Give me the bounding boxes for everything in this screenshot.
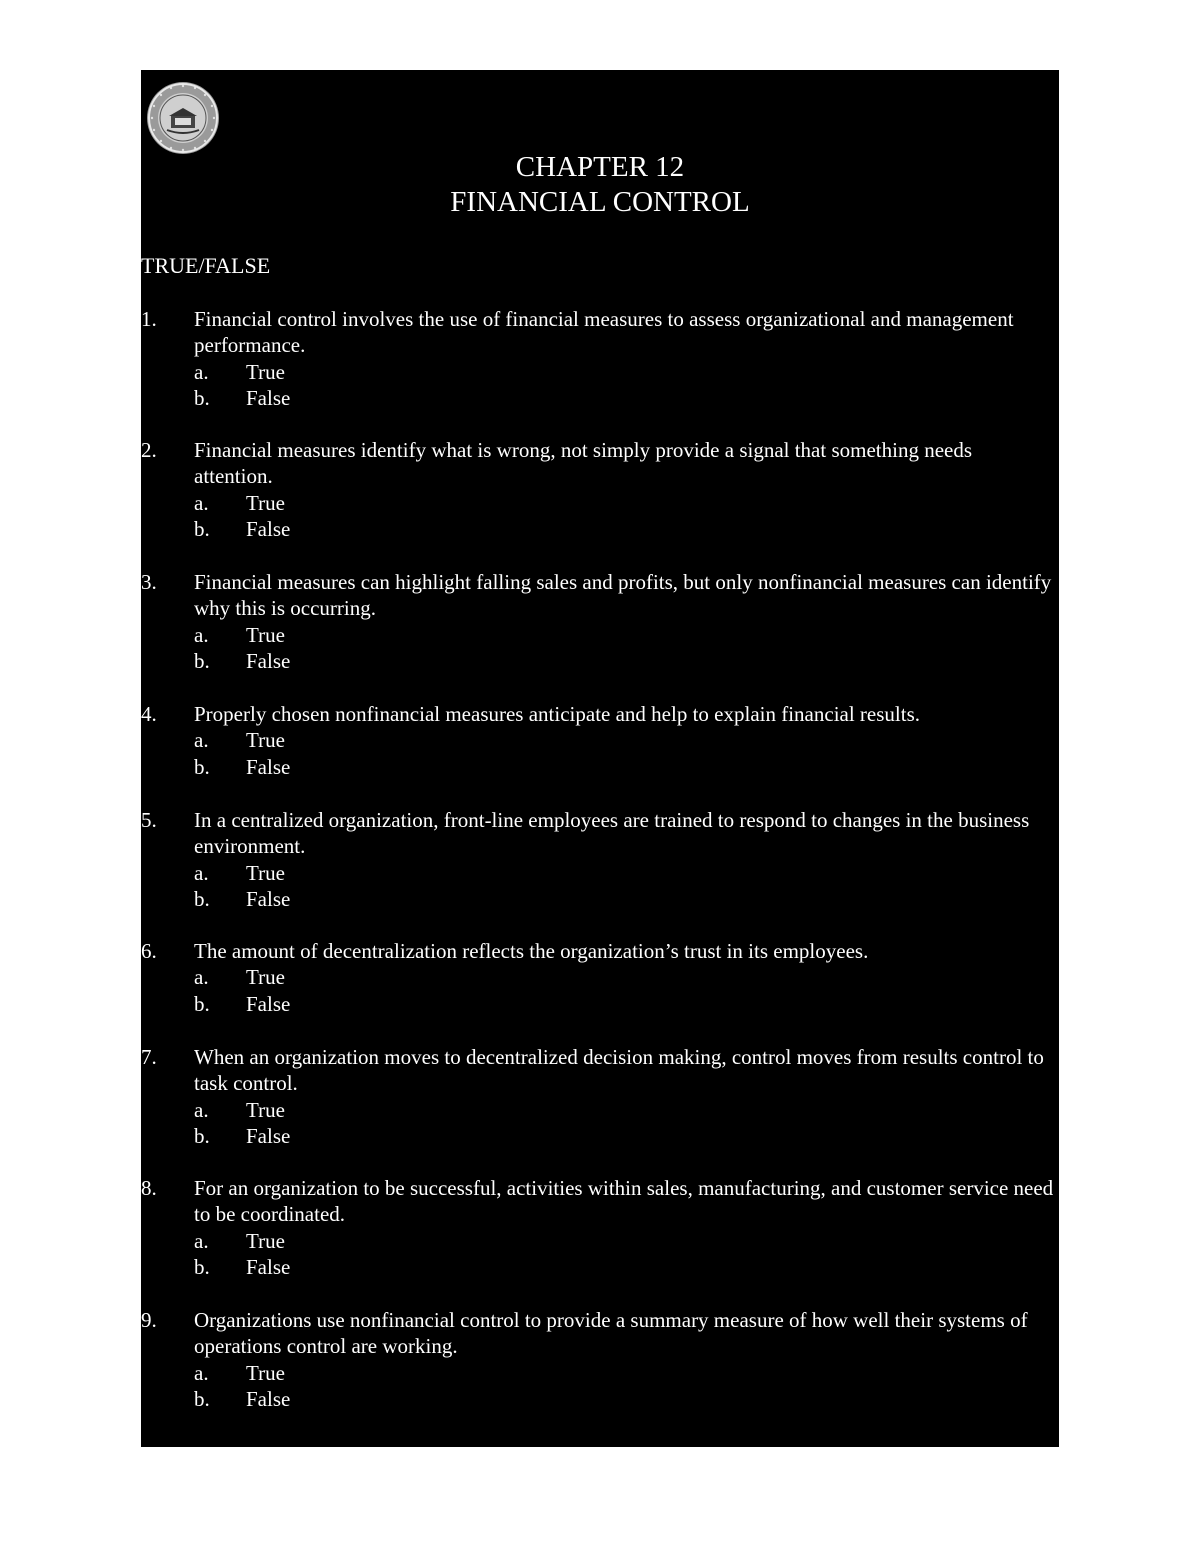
option-text: False [246, 754, 291, 779]
option-letter: b. [194, 1254, 210, 1279]
option-letter: a. [194, 728, 209, 753]
question-text: For an organization to be successful, activities within sales, manufacturing, and customer service need to be coordinated. [194, 1176, 1054, 1227]
option-letter: a. [194, 622, 209, 647]
option-text: False [246, 1386, 291, 1411]
answer-option [141, 1360, 1059, 1386]
question-number: 9. [141, 1308, 157, 1332]
answer-option [141, 622, 1059, 648]
question-item [141, 437, 1059, 542]
option-text: True [246, 1228, 285, 1253]
document-page [141, 70, 1059, 1447]
question-number: 8. [141, 1176, 157, 1200]
answer-option [141, 1123, 1059, 1149]
option-text: False [246, 648, 291, 673]
option-text: True [246, 359, 285, 384]
option-text: False [246, 1123, 291, 1148]
option-letter: b. [194, 1386, 210, 1411]
option-text: True [246, 860, 285, 885]
option-letter: b. [194, 516, 210, 541]
question-item [141, 1307, 1059, 1412]
answer-option [141, 385, 1059, 411]
question-item [141, 1175, 1059, 1280]
option-text: True [246, 490, 285, 515]
question-text: The amount of decentralization reflects the organization’s trust in its employees. [194, 939, 869, 963]
answer-option [141, 648, 1059, 674]
chapter-title: FINANCIAL CONTROL [450, 186, 750, 218]
answer-option [141, 727, 1059, 753]
question-item [141, 938, 1059, 1017]
answer-option [141, 359, 1059, 385]
answer-option [141, 1386, 1059, 1412]
answer-option [141, 1228, 1059, 1254]
option-letter: b. [194, 991, 210, 1016]
question-item [141, 701, 1059, 780]
question-number: 1. [141, 307, 157, 331]
question-text: Financial control involves the use of financial measures to assess organizational and management performance. [194, 307, 1014, 358]
question-item [141, 306, 1059, 411]
chapter-number: CHAPTER 12 [515, 151, 685, 183]
question-text: Properly chosen nonfinancial measures anticipate and help to explain financial results. [194, 702, 921, 726]
option-letter: a. [194, 1360, 209, 1385]
question-item [141, 569, 1059, 674]
option-letter: b. [194, 1123, 210, 1148]
answer-option [141, 1097, 1059, 1123]
answer-option [141, 754, 1059, 780]
option-text: False [246, 516, 291, 541]
option-letter: a. [194, 1228, 209, 1253]
answer-option [141, 516, 1059, 542]
section-heading: TRUE/FALSE [141, 253, 271, 278]
question-text: When an organization moves to decentralized decision making, control moves from results control to task control. [194, 1045, 1044, 1096]
question-item [141, 807, 1059, 912]
option-text: False [246, 886, 291, 911]
option-text: True [246, 622, 285, 647]
question-number: 4. [141, 702, 157, 726]
option-letter: b. [194, 886, 210, 911]
question-number: 2. [141, 438, 157, 462]
option-text: True [246, 1360, 285, 1385]
option-text: False [246, 991, 291, 1016]
answer-option [141, 1254, 1059, 1280]
option-text: True [246, 728, 285, 753]
option-text: False [246, 385, 291, 410]
question-number: 6. [141, 939, 157, 963]
answer-option [141, 886, 1059, 912]
answer-option [141, 964, 1059, 990]
question-text: Financial measures identify what is wrong, not simply provide a signal that something needs attention. [194, 438, 973, 489]
university-seal-icon [145, 80, 221, 156]
answer-option [141, 860, 1059, 886]
question-text: Financial measures can highlight falling sales and profits, but only nonfinancial measures can identify why this is occurring. [194, 570, 1052, 621]
option-text: False [246, 1254, 291, 1279]
question-text: In a centralized organization, front-line employees are trained to respond to changes in the business environment. [194, 808, 1030, 859]
option-letter: a. [194, 1097, 209, 1122]
option-letter: a. [194, 359, 209, 384]
answer-option [141, 490, 1059, 516]
question-number: 7. [141, 1045, 157, 1069]
option-text: True [246, 965, 285, 990]
option-letter: b. [194, 648, 210, 673]
option-text: True [246, 1097, 285, 1122]
question-item [141, 1044, 1059, 1149]
option-letter: a. [194, 490, 209, 515]
question-text: Organizations use nonfinancial control to provide a summary measure of how well their systems of operations control are working. [194, 1308, 1028, 1359]
question-number: 5. [141, 808, 157, 832]
option-letter: a. [194, 965, 209, 990]
option-letter: a. [194, 860, 209, 885]
question-number: 3. [141, 570, 157, 594]
option-letter: b. [194, 385, 210, 410]
answer-option [141, 991, 1059, 1017]
option-letter: b. [194, 754, 210, 779]
